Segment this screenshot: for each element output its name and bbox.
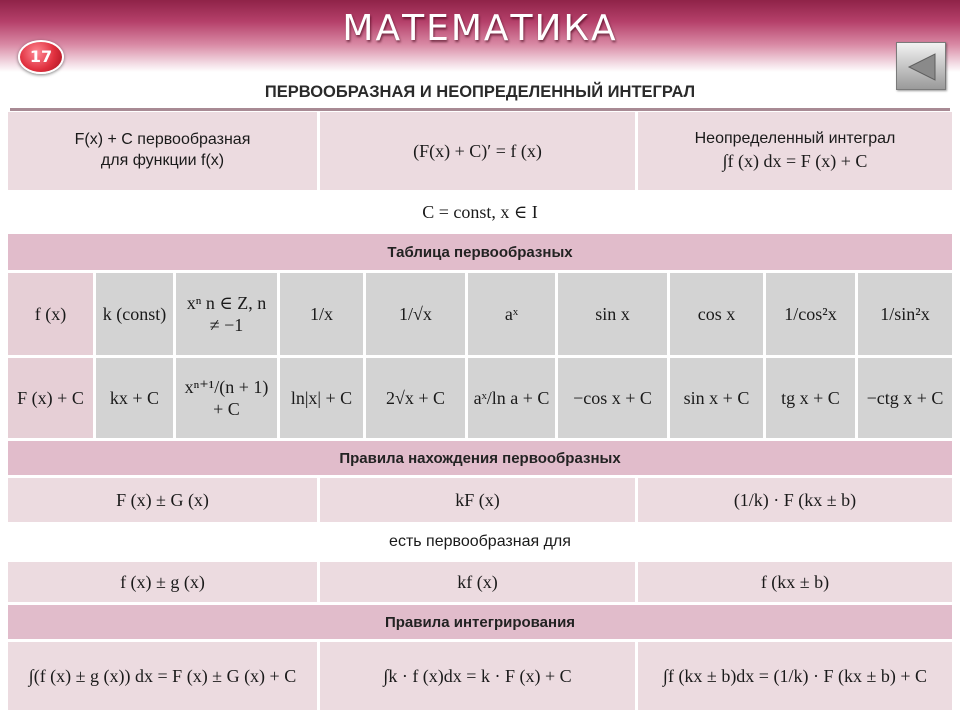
definition-antiderivative [8, 112, 320, 190]
table-cell [8, 642, 320, 710]
table-cell [638, 562, 952, 602]
formula: xⁿ n ∈ Z, n ≠ −1 [186, 292, 267, 335]
table-cell [366, 358, 468, 438]
table-cell [320, 478, 638, 522]
table-cell [638, 642, 952, 710]
table-cell [280, 273, 366, 355]
table-cell [96, 273, 176, 355]
formula: aˣ/ln a + C [473, 387, 550, 408]
integration-heading: Правила интегрирования [8, 605, 952, 639]
formula: k (const) [102, 303, 167, 324]
app-title: МАТЕМАТИКА [342, 8, 618, 49]
rules-bottom-row [8, 562, 952, 602]
formula: 1/x [309, 303, 333, 324]
row-label-text: f (x) [34, 303, 67, 324]
formula: 1/sin²x [880, 303, 930, 324]
definition-line: для функции f(x) [100, 152, 225, 169]
formula: ln|x| + C [290, 387, 353, 408]
formula: F (x) ± G (x) [116, 489, 209, 510]
page-title: ПЕРВООБРАЗНАЯ И НЕОПРЕДЕЛЕННЫЙ ИНТЕГРАЛ [264, 83, 696, 101]
const-cell [8, 190, 952, 234]
title-divider [10, 108, 950, 111]
formula: −ctg x + C [866, 387, 944, 408]
formula: ∫k · f (x)dx = k · F (x) + C [383, 665, 572, 686]
formula: kF (x) [455, 489, 500, 510]
formula: tg x + C [781, 387, 840, 408]
antiderivative-table-heading: Таблица первообразных [8, 234, 952, 270]
integration-row [8, 642, 952, 710]
table-cell [8, 562, 320, 602]
formula: sin x + C [683, 387, 750, 408]
table-cell [176, 273, 280, 355]
content-grid [8, 112, 952, 710]
table-cell [320, 642, 638, 710]
table-cell [638, 478, 952, 522]
rules-middle-text: есть первообразная для [389, 532, 571, 550]
definition-line: Неопределенный интеграл [694, 130, 896, 148]
row-label-text: F (x) + C [17, 387, 84, 408]
formula: −cos x + C [573, 387, 652, 408]
rules-top-row [8, 478, 952, 522]
definition-row [8, 112, 952, 190]
table-cell [858, 273, 952, 355]
header-banner [0, 0, 960, 72]
table-cell [366, 273, 468, 355]
definition-derivative [320, 112, 638, 190]
table-cell [468, 358, 558, 438]
triangle-left-icon [905, 51, 939, 83]
formula: f (x) ± g (x) [120, 571, 205, 592]
table-cell [558, 358, 670, 438]
formula: cos x [697, 303, 736, 324]
f-row-label [8, 273, 96, 355]
formula: 1/√x [399, 303, 432, 324]
const-row [8, 190, 952, 234]
table-cell [280, 358, 366, 438]
table-cell [766, 273, 858, 355]
rules-heading: Правила нахождения первообразных [8, 441, 952, 475]
f-row [8, 273, 952, 355]
formula: aˣ [504, 303, 519, 324]
F-row-label [8, 358, 96, 438]
F-row [8, 358, 952, 438]
table-cell [96, 358, 176, 438]
table-cell [468, 273, 558, 355]
table-cell [670, 273, 766, 355]
rules-middle-cell [8, 522, 952, 562]
page-number-badge: 17 [18, 40, 64, 74]
formula: sin x [595, 303, 630, 324]
definition-indefinite-integral [638, 112, 952, 190]
formula: 1/cos²x [784, 303, 837, 324]
table-cell [320, 562, 638, 602]
rules-middle-row [8, 522, 952, 562]
formula: ∫f (kx ± b)dx = (1/k) · F (kx ± b) + C [663, 665, 927, 686]
formula: f (kx ± b) [760, 571, 830, 592]
formula: kx + C [109, 387, 160, 408]
definition-line: F(x) + C первообразная [74, 131, 251, 149]
table-cell [176, 358, 280, 438]
table-cell [766, 358, 858, 438]
formula: xⁿ⁺¹/(n + 1) + C [184, 376, 269, 419]
formula: ∫(f (x) ± g (x)) dx = F (x) ± G (x) + C [28, 665, 297, 686]
formula: (1/k) · F (kx ± b) [733, 489, 857, 510]
formula: kf (x) [457, 571, 498, 592]
table-cell [670, 358, 766, 438]
table-cell [558, 273, 670, 355]
const-formula: C = const, x ∈ I [422, 201, 538, 222]
table-cell [858, 358, 952, 438]
definition-formula: (F(x) + C)′ = f (x) [413, 140, 542, 161]
formula: 2√x + C [385, 387, 446, 408]
definition-formula: ∫f (x) dx = F (x) + C [722, 151, 868, 172]
table-cell [8, 478, 320, 522]
